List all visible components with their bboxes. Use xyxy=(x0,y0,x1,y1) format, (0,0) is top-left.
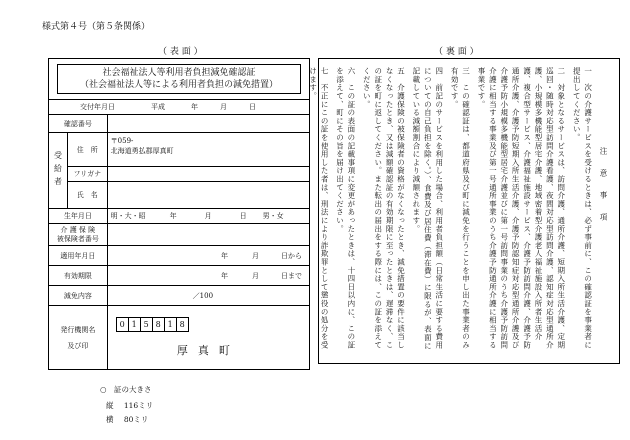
issue-date-label: 交付年月日 xyxy=(80,103,115,111)
issuer-label-line2: 及び印 xyxy=(67,341,89,350)
insured-number-label-line2: 被保険者番号 xyxy=(56,234,99,243)
card-title-box xyxy=(57,64,301,94)
apply-date-value xyxy=(107,246,309,266)
issuer-code-digit: 5 xyxy=(140,317,153,332)
issuer-name: 厚真町 xyxy=(176,344,240,357)
issue-month-unit: 月 xyxy=(220,103,227,111)
issuer-label xyxy=(49,306,108,370)
issuer-code-digit: 8 xyxy=(152,317,165,332)
insured-number-value xyxy=(107,224,309,246)
issuer-value-cell xyxy=(107,306,309,370)
confirm-number-value xyxy=(107,115,309,133)
issue-date-era: 平成 xyxy=(151,103,165,111)
birth-day-unit: 日 xyxy=(239,212,247,220)
name-label: 氏 名 xyxy=(67,182,107,209)
size-width-value: 80ミリ xyxy=(123,415,149,424)
birth-year-unit: 年 xyxy=(169,212,177,220)
birth-era-options: 明・大・昭 xyxy=(110,212,146,220)
issuer-code-digit: 1 xyxy=(128,317,141,332)
birthdate-label: 生年月日 xyxy=(49,209,108,224)
furigana-label: フリガナ xyxy=(67,167,107,182)
note-item: 四 前記のサービスを利用した場合、利用者負担額（日常生活に要する費用についての自己負担を除く。）、食費及び居住費（滞在費）に限るが、表面に記載している減額割合により減額されます。 xyxy=(411,67,444,350)
furigana-value xyxy=(107,167,309,182)
document-number: 様式第４号（第５条関係） xyxy=(42,22,151,32)
size-height xyxy=(106,400,153,411)
front-side-label: （ 表 面 ） xyxy=(158,47,203,57)
issue-day-unit: 日 xyxy=(249,103,256,111)
back-side-label: （ 裏 面 ） xyxy=(434,47,479,57)
size-width-label: 横 xyxy=(106,415,114,424)
birth-month-unit: 月 xyxy=(204,212,212,220)
reduction-label: 減免内容 xyxy=(49,286,108,306)
sex-options: 男・女 xyxy=(262,212,284,220)
issuer-code-digit: 0 xyxy=(116,317,129,332)
apply-suffix: 日から xyxy=(281,251,302,260)
notes-title: 注 意 事 項 xyxy=(599,147,608,227)
valid-suffix: 日まで xyxy=(281,271,302,280)
address-value-cell xyxy=(107,133,309,167)
name-value xyxy=(107,182,309,209)
note-item: 六 この証の表面の記載事項に変更があったときは、十四日以内に、この証を添えて、町にその旨を届け出てください。 xyxy=(335,67,356,350)
size-height-value: 116ミリ xyxy=(123,401,154,410)
size-width xyxy=(106,414,148,425)
note-item: 二 対象となるサービスは、訪問介護、通所介護、短期入所生活介護、定期巡回・随時対応型訪問介護看護、夜間対応型訪問介護、認知症対応型通所介護、小規模多機能型居宅介護、地域密着型介護老人福祉施設入所者生活介護、複合型サービス、介護福祉施設サービス、介護予防訪問介護、介護予防通所介護、介護予防短期入所生活介護、介護予防認知症対応型通所介護及び介護予防小規模多機能型居宅介護並びに第一号訪問事業のうち介護予防訪問介護に相当する事業及び第一号通所事業のうち介護予防通所介護に相当する事業です。 xyxy=(476,67,566,350)
note-item: 一 次の介護サービスを受けるときは、必ず事前に、この確認証を事業者に提出してください。 xyxy=(572,67,593,350)
reduction-value: ／100 xyxy=(192,291,214,300)
valid-period-label: 有効期限 xyxy=(49,266,108,286)
valid-year-unit: 年 xyxy=(221,271,228,280)
size-height-label: 縦 xyxy=(106,401,114,410)
card-title: 社会福祉法人等利用者負担減免確認証 xyxy=(102,68,256,78)
issuer-label-line1: 発行機関名 xyxy=(60,325,96,334)
front-form-table xyxy=(48,58,310,370)
size-title: ○ 証の大きさ xyxy=(100,385,152,394)
apply-year-unit: 年 xyxy=(221,251,228,260)
valid-month-unit: 月 xyxy=(252,271,259,280)
card-subtitle: （社会福祉法人等による利用者負担の減免措置） xyxy=(79,80,278,90)
note-item: 三 この確認証は、都道府県及び町に減免を行うことを申し出た事業者のみ有効です。 xyxy=(450,67,471,350)
note-item: 七 不正にこの証を使用した者は、刑法により詐欺罪として懲役の処分を受けます。 xyxy=(308,67,330,350)
postal-code: 〒059- xyxy=(110,137,134,145)
recipient-label: 受給者 xyxy=(49,133,68,209)
issue-year-unit: 年 xyxy=(191,103,198,111)
apply-date-label: 適用年月日 xyxy=(49,246,108,266)
address-value: 北海道勇払郡厚真町 xyxy=(110,147,174,155)
note-item: 五 介護保険の被保険者の資格がなくなったとき、減免措置の要件に該当しなくなったとき、又は減額確認証の有効期限に至ったときは、遅滞なく、この証を町に返してください。また転出の届出をする際には、この証を添えてください。 xyxy=(362,67,406,350)
insured-number-label xyxy=(49,224,108,246)
insured-number-label-line1: 介 護 保 険 xyxy=(60,225,96,234)
issuer-code-digit: 1 xyxy=(164,317,177,332)
valid-period-value xyxy=(107,266,309,286)
issuer-code-digit: 8 xyxy=(176,317,189,332)
notes-vertical-text xyxy=(308,67,609,355)
reduction-value-cell xyxy=(107,286,309,306)
confirm-number-label: 確認番号 xyxy=(49,115,108,133)
back-notes-box xyxy=(308,58,620,364)
issuer-code-boxes xyxy=(117,317,189,332)
address-label: 住 所 xyxy=(67,133,107,167)
birthdate-value xyxy=(107,209,309,224)
apply-month-unit: 月 xyxy=(252,251,259,260)
